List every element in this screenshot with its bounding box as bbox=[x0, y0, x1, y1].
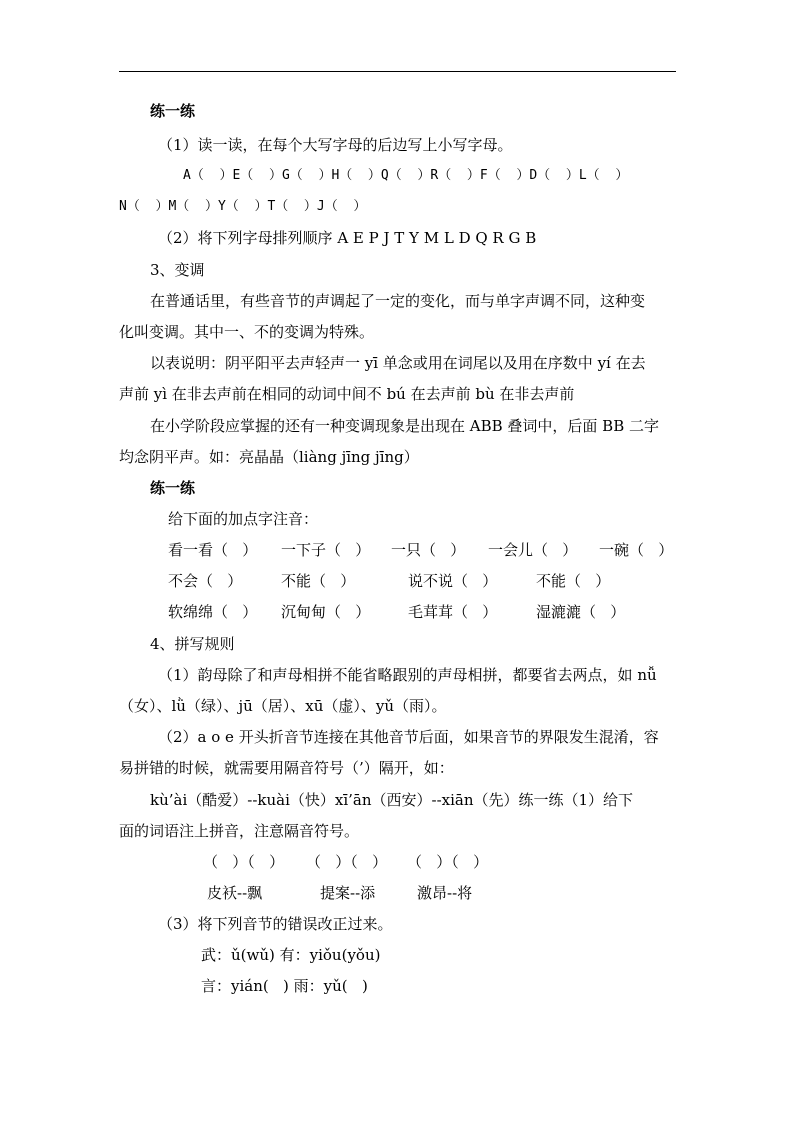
exercise-item: 软绵绵（ ） bbox=[168, 603, 258, 621]
exercise-item: 一下子（ ） bbox=[281, 541, 371, 559]
exercise-item: 不会（ ） bbox=[168, 572, 243, 590]
pinyin-blanks: （ ）（ ） bbox=[203, 853, 285, 871]
section4-r1-line1: （1）韵母除了和声母相拼不能省略跟别的声母相拼，都要省去两点，如 nǚ bbox=[158, 666, 657, 684]
exercise-item: 一会儿（ ） bbox=[488, 541, 578, 559]
section3-p2-line2: 声前 yì 在非去声前在相同的动词中间不 bú 在去声前 bù 在非去声前 bbox=[119, 385, 575, 403]
section4-r2-line3: kù’ài（酷爱）--kuài（快）xī’ān（西安）--xiān（先）练一练（1）给下 bbox=[150, 791, 634, 809]
section4-r3-example1: 武：ǔ(wǔ) 有：yiǒu(yǒu) bbox=[201, 946, 381, 964]
practice1-q1: （1）读一读，在每个大写字母的后边写上小写字母。 bbox=[158, 136, 513, 154]
section4-r2-line2: 易拼错的时候，就需要用隔音符号（’）隔开，如： bbox=[119, 759, 454, 777]
section3-p3-line1: 在小学阶段应掌握的还有一种变调现象是出现在 ABB 叠词中，后面 BB 二字 bbox=[150, 417, 659, 435]
practice1-title: 练一练 bbox=[150, 102, 196, 120]
word-pair: 皮袄--飘 bbox=[207, 884, 263, 902]
practice1-q2: （2）将下列字母排列顺序 A E P J T Y M L D Q R G B bbox=[158, 229, 537, 247]
word-pair: 激昂--将 bbox=[417, 884, 473, 902]
letters-row1: A（ ）E（ ）G（ ）H（ ）Q（ ）R（ ）F（ ）D（ ）L（ ） bbox=[183, 168, 629, 183]
section4-title: 4、拼写规则 bbox=[150, 635, 235, 653]
section4-r2-line1: （2）a o e 开头折音节连接在其他音节后面，如果音节的界限发生混淆，容 bbox=[158, 728, 659, 746]
section3-p1-line1: 在普通话里，有些音节的声调起了一定的变化，而与单字声调不同，这种变 bbox=[150, 292, 646, 310]
exercise-item: 湿漉漉（ ） bbox=[536, 603, 626, 621]
section3-p1-line2: 化叫变调。其中一、不的变调为特殊。 bbox=[119, 323, 375, 341]
section4-r3: （3）将下列音节的错误改正过来。 bbox=[158, 915, 393, 933]
exercise-item: 毛茸茸（ ） bbox=[408, 603, 498, 621]
exercise-item: 不能（ ） bbox=[281, 572, 356, 590]
exercise-item: 一碗（ ） bbox=[599, 541, 674, 559]
practice2-instruction: 给下面的加点字注音： bbox=[168, 510, 319, 528]
header-rule bbox=[119, 71, 676, 72]
pinyin-blanks: （ ）（ ） bbox=[407, 853, 489, 871]
practice2-title: 练一练 bbox=[150, 479, 196, 497]
exercise-item: 不能（ ） bbox=[536, 572, 611, 590]
section4-r2-line4: 面的词语注上拼音，注意隔音符号。 bbox=[119, 822, 360, 840]
exercise-item: 看一看（ ） bbox=[168, 541, 258, 559]
pinyin-blanks: （ ）（ ） bbox=[306, 853, 388, 871]
letters-row2: N（ ）M（ ）Y（ ）T（ ）J（ ） bbox=[119, 199, 367, 214]
exercise-item: 一只（ ） bbox=[391, 541, 466, 559]
exercise-item: 沉甸甸（ ） bbox=[281, 603, 371, 621]
section3-title: 3、变调 bbox=[150, 261, 205, 279]
word-pair: 提案--添 bbox=[320, 884, 376, 902]
section4-r1-line2: （女）、lǜ（绿）、jū（居）、xū（虚）、yǔ（雨）。 bbox=[119, 697, 447, 715]
section3-p3-line2: 均念阴平声。如：亮晶晶（liàng jīng jīng） bbox=[119, 448, 419, 466]
exercise-item: 说不说（ ） bbox=[408, 572, 498, 590]
section3-p2-line1: 以表说明：阴平阳平去声轻声一 yī 单念或用在词尾以及用在序数中 yí 在去 bbox=[150, 354, 646, 372]
section4-r3-example2: 言：yián( ) 雨：yǔ( ) bbox=[201, 977, 368, 995]
